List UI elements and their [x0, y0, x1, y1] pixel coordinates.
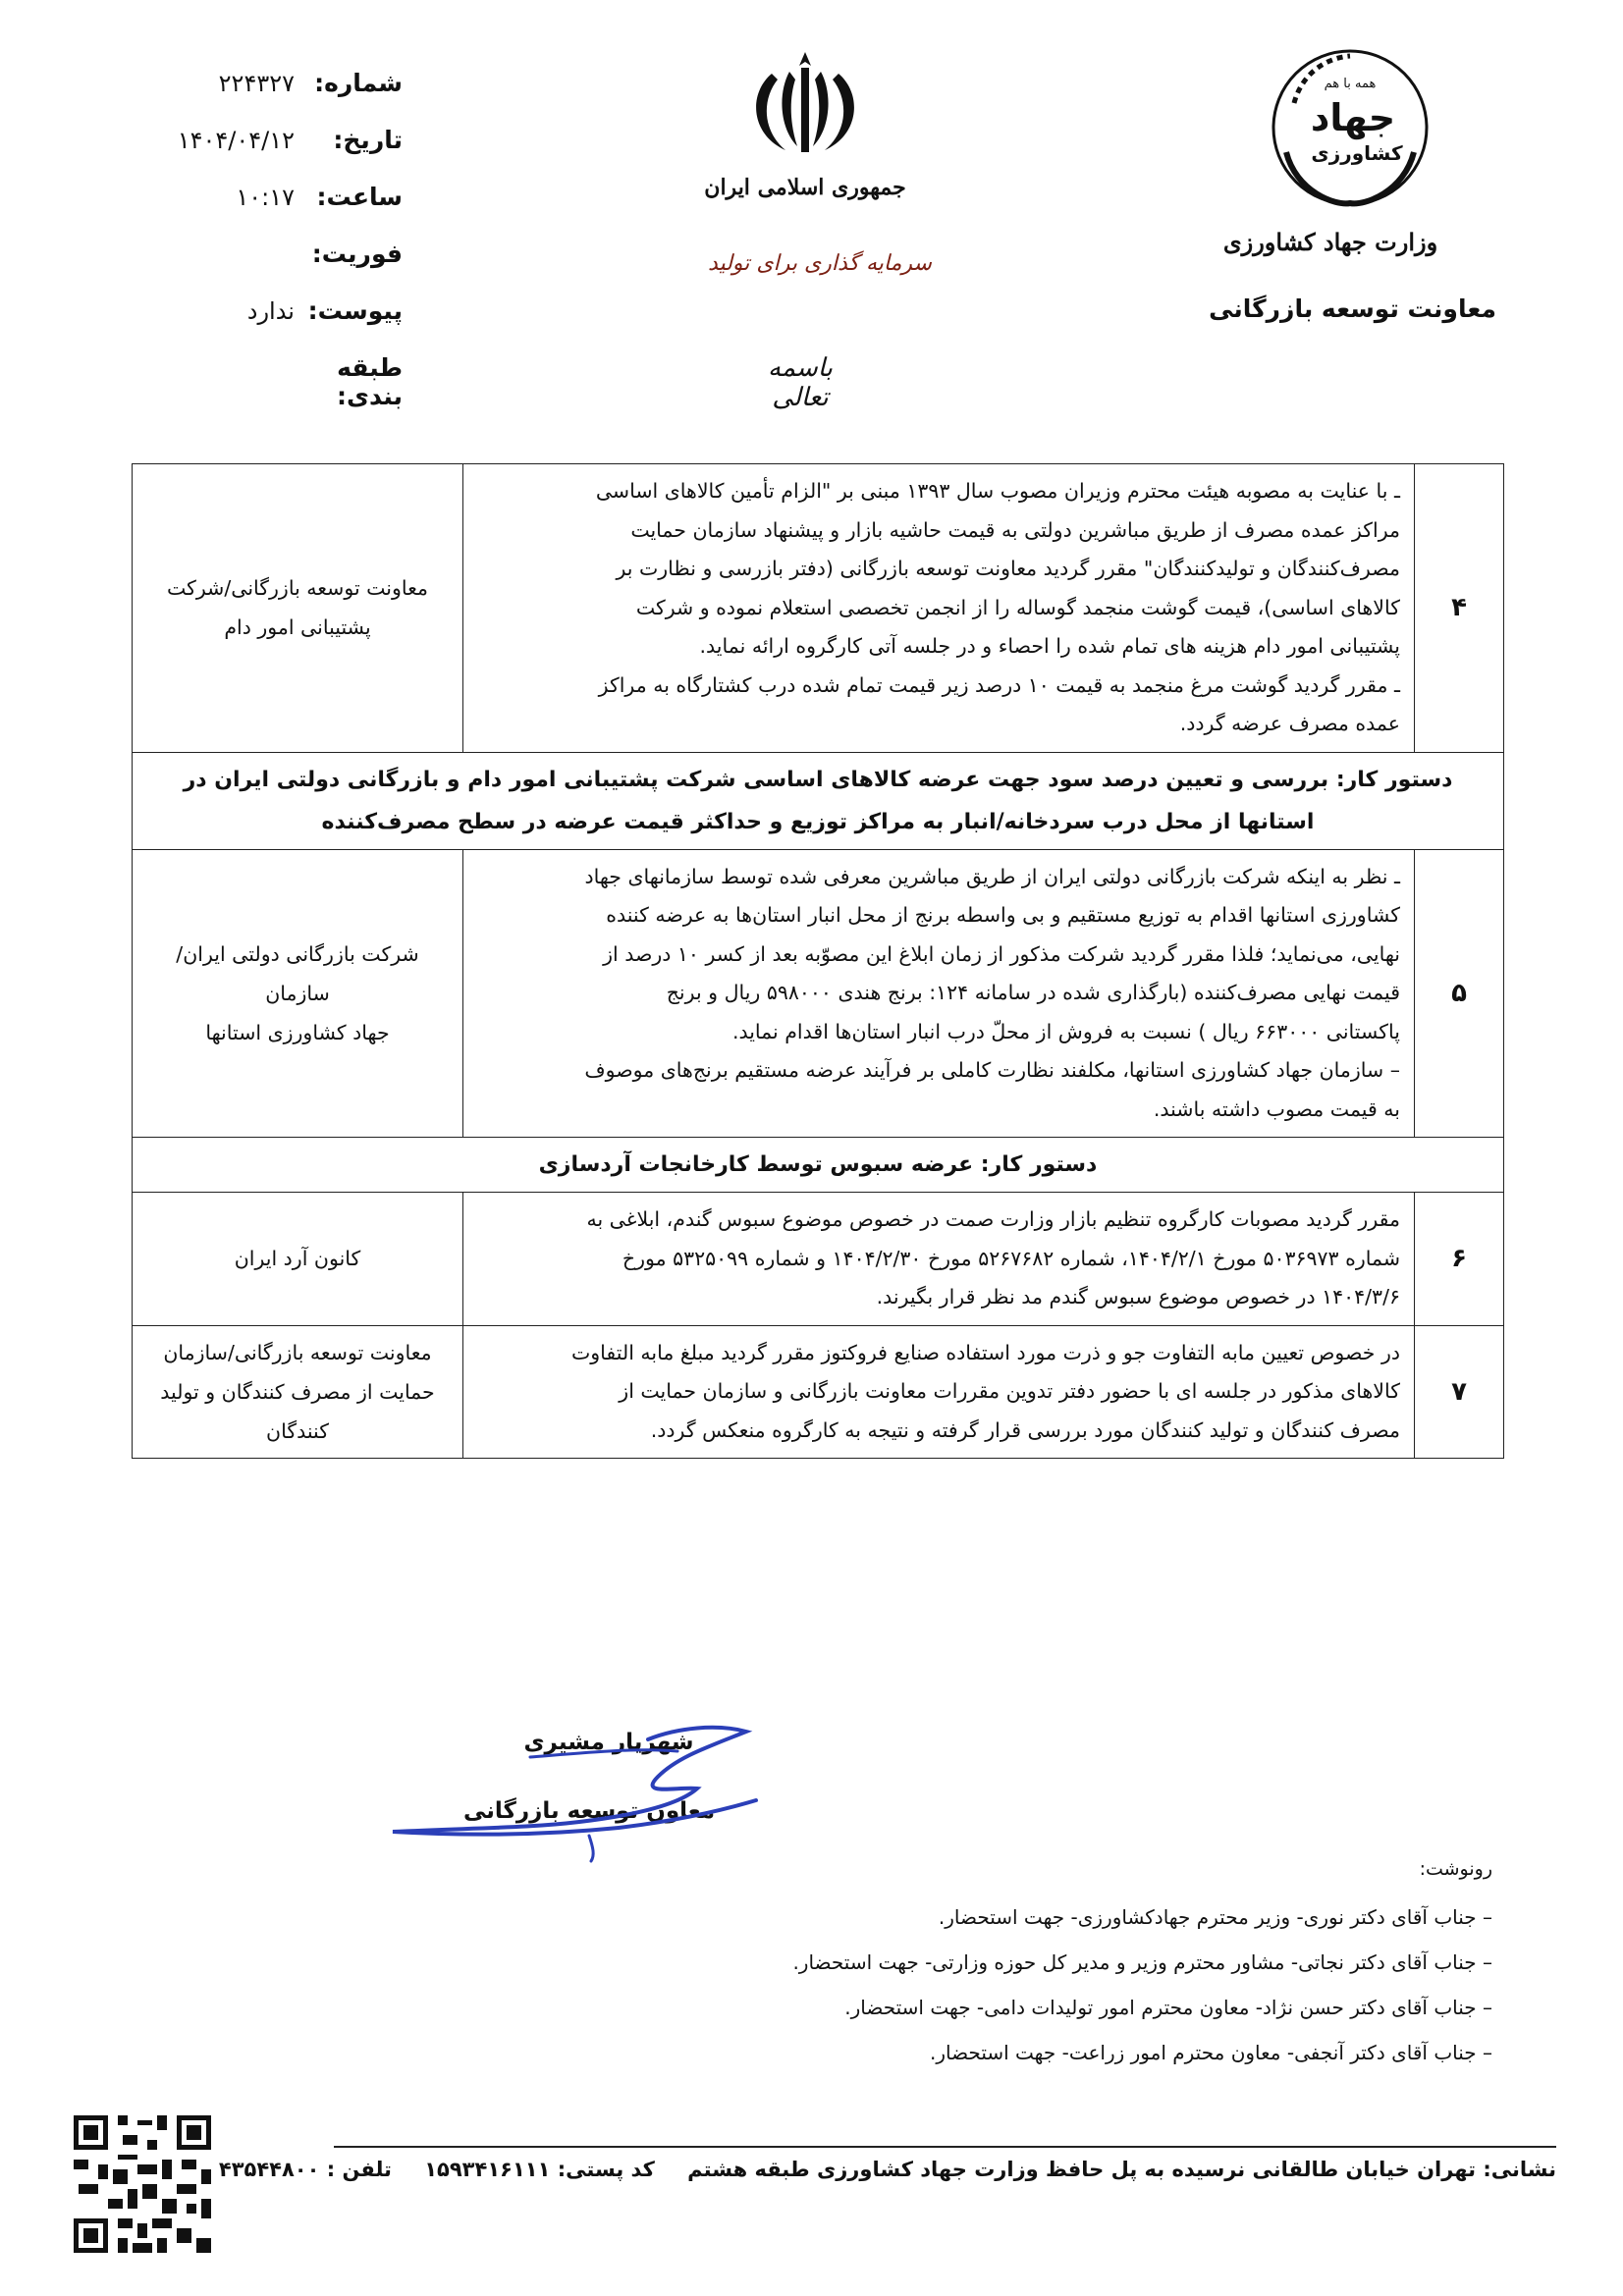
emblem-caption: جمهوری اسلامی ایران [704, 175, 906, 200]
desc-line: کالاهای مذکور در جلسه ای با حضور دفتر تدوین مقررات معاونت بازرگانی و سازمان حمایت از [619, 1379, 1400, 1403]
meta-value: ۱۴۰۴/۰۴/۱۲ [177, 127, 295, 154]
footer-address: نشانی: تهران خیابان طالقانی نرسیده به پل حافظ وزارت جهاد کشاورزی طبقه هشتم [687, 2158, 1556, 2181]
resp-line: حمایت از مصرف کنندگان و تولید [160, 1379, 435, 1404]
row-description [463, 1193, 1415, 1326]
deputy-name: معاونت توسعه بازرگانی [1209, 294, 1496, 323]
resp-line: جهاد کشاورزی استانها [205, 1020, 390, 1044]
footer-contact [218, 2158, 1556, 2181]
logo-top-text: همه با هم [1324, 77, 1377, 91]
row-number: ۵ [1415, 849, 1504, 1138]
meta-value: ۱۰:۱۷ [236, 184, 295, 211]
desc-line: ـ مقرر گردید گوشت مرغ منجمد به قیمت ۱۰ درصد زیر قیمت تمام شده درب کشتارگاه به مراکز [598, 672, 1400, 697]
desc-line: شماره ۵۰۳۶۹۷۳ مورخ ۱۴۰۴/۲/۱، شماره ۵۲۶۷۶۸۲ مورخ ۱۴۰۴/۲/۳۰ و شماره ۵۳۲۵۰۹۹ مورخ [622, 1246, 1400, 1270]
meta-attachment [147, 296, 403, 353]
row-description [463, 464, 1415, 753]
meta-label: شماره: [314, 69, 403, 97]
resp-line: کانون آرد ایران [234, 1247, 361, 1271]
row-number: ۶ [1415, 1193, 1504, 1326]
footer-postal-code: کد پستی: ۱۵۹۳۴۱۶۱۱۱ [424, 2158, 655, 2181]
desc-line: پاکستانی ۶۶۳۰۰۰ ریال ) نسبت به فروش از محلّ درب انبار استان‌ها اقدام نماید. [731, 1019, 1400, 1043]
agenda-title [133, 752, 1504, 849]
desc-line: ـ با عنایت به مصوبه هیئت محترم وزیران مصوب سال ۱۳۹۳ مبنی بر "الزام تأمین کالاهای اساسی [595, 479, 1400, 503]
meta-label: ساعت: [316, 183, 403, 211]
footer-phone: تلفن : ۴۳۵۴۴۸۰۰ [218, 2158, 392, 2181]
agenda-row [133, 752, 1504, 849]
qr-code-icon [69, 2110, 216, 2258]
desc-line: پشتیبانی امور دام هزینه های تمام شده را احصاء و در جلسه آتی کارگروه ارائه نماید. [699, 634, 1400, 658]
desc-line: – سازمان جهاد کشاورزی استانها، مکلفند نظارت کاملی بر فرآیند عرضه مستقیم برنج‌های موصوف [584, 1058, 1400, 1082]
bismillah: باسمه تعالی [768, 353, 833, 412]
table-row [133, 1193, 1504, 1326]
agenda-title [133, 1138, 1504, 1193]
desc-line: ـ نظر به اینکه شرکت بازرگانی دولتی ایران از طریق مباشرین معرفی شده توسط سازمانهای جهاد [584, 864, 1400, 888]
desc-line: مقرر گردید مصوبات کارگروه تنظیم بازار وزارت صمت در خصوص موضوع سبوس گندم، ابلاغی به [586, 1207, 1400, 1231]
desc-line: در خصوص تعیین مابه التفاوت جو و ذرت مورد استفاده صنایع فروکتوز مقرر گردید مبلغ مابه التفاوت [570, 1340, 1400, 1364]
desc-line: کالاهای اساسی)، قیمت گوشت منجمد گوساله را از انجمن تخصصی استعلام نموده و شرکت [635, 595, 1400, 619]
iran-emblem-icon [727, 44, 884, 162]
resolutions-table [132, 463, 1504, 1459]
meta-label: تاریخ: [333, 126, 403, 154]
desc-line: نهایی، می‌نماید؛ فلذا مقرر گردید شرکت مذکور از زمان ابلاغ این مصوّبه بعد از کسر ۱۰ درصد از [603, 941, 1400, 966]
logo-sub-text: کشاورزی [1311, 141, 1403, 165]
signatory-title: معاون توسعه بازرگانی [462, 1798, 716, 1824]
letter-metadata [147, 69, 403, 410]
agenda-row [133, 1138, 1504, 1193]
cc-item: – جناب آقای دکتر نجاتی- مشاور محترم وزیر و مدیر کل حوزه وزارتی- جهت استحضار. [792, 1950, 1492, 1974]
row-responsible [133, 464, 463, 753]
meta-value: ۲۲۴۳۲۷ [218, 70, 295, 97]
meta-value: ندارد [246, 297, 295, 325]
cc-item: – جناب آقای دکتر حسن نژاد- معاون محترم امور تولیدات دامی- جهت استحضار. [844, 1996, 1492, 2019]
desc-line: مراکز عمده مصرف از طریق مباشرین دولتی به قیمت حاشیه بازار و پیشنهاد سازمان حمایت [630, 517, 1400, 542]
meta-number [147, 69, 403, 126]
table-row [133, 464, 1504, 753]
resp-line: شرکت بازرگانی دولتی ایران/سازمان [176, 941, 419, 1005]
cc-item: – جناب آقای دکتر نوری- وزیر محترم جهادکشاورزی- جهت استحضار. [938, 1905, 1492, 1929]
meta-classification [147, 353, 403, 410]
cc-heading: رونوشت: [1419, 1858, 1492, 1880]
meta-label: فوریت: [311, 240, 403, 268]
resp-line: پشتیبانی امور دام [224, 615, 371, 640]
resp-line: معاونت توسعه بازرگانی/شرکت [166, 576, 429, 601]
footer-divider [334, 2146, 1556, 2148]
desc-line: مصرف کنندگان و تولید کنندگان مورد بررسی قرار گرفته و نتیجه به کارگروه منعکس گردد. [650, 1417, 1400, 1442]
signatory-name: شهریار مشیری [523, 1730, 694, 1755]
agenda-line: دستور کار: عرضه سبوس توسط کارخانجات آردسازی [538, 1152, 1098, 1177]
desc-line: عمده مصرف عرضه گردد. [1179, 712, 1400, 735]
desc-line: مصرف‌کنندگان و تولیدکنندگان" مقرر گردید معاونت توسعه بازرگانی (دفتر بازرسی و نظارت بر [616, 557, 1400, 580]
desc-line: به قیمت مصوب داشته باشند. [1153, 1096, 1400, 1121]
row-responsible [133, 849, 463, 1138]
logo-main-text: جهاد [1310, 96, 1396, 139]
meta-urgency [147, 240, 403, 296]
ministry-name: وزارت جهاد کشاورزی [1222, 228, 1438, 256]
desc-line: قیمت نهایی مصرف‌کننده (بارگذاری شده در سامانه ۱۲۴: برنج هندی ۵۹۸۰۰۰ ریال و برنج [666, 981, 1400, 1004]
ministry-logo-icon [1267, 44, 1434, 211]
meta-label: پیوست: [307, 296, 403, 325]
row-responsible [133, 1193, 463, 1326]
cc-item: – جناب آقای دکتر آنجفی- معاون محترم امور زراعت- جهت استحضار. [929, 2041, 1492, 2064]
handwritten-signature-icon [383, 1718, 795, 1865]
agenda-line: استانها از محل درب سردخانه/انبار به مراکز توزیع و حداکثر قیمت عرضه در سطح مصرف‌کننده [321, 809, 1315, 834]
meta-time [147, 183, 403, 240]
row-number: ۴ [1415, 464, 1504, 753]
agenda-line: دستور کار: بررسی و تعیین درصد سود جهت عرضه کالاهای اساسی شرکت پشتیبانی امور دام و بازرگانی دولتی ایران در [183, 767, 1453, 792]
row-description [463, 849, 1415, 1138]
row-number: ۷ [1415, 1325, 1504, 1459]
resp-line: کنندگان [266, 1418, 329, 1443]
cc-list [687, 1895, 1492, 2075]
desc-line: کشاورزی استانها اقدام به توزیع مستقیم و بی واسطه برنج از محل انبار استان‌ها به عرضه کننده [606, 903, 1400, 927]
row-description [463, 1325, 1415, 1459]
slogan: سرمایه گذاری برای تولید [708, 251, 932, 276]
resp-line: معاونت توسعه بازرگانی/سازمان [163, 1340, 432, 1364]
meta-date [147, 126, 403, 183]
desc-line: ۱۴۰۴/۳/۶ در خصوص موضوع سبوس گندم مد نظر قرار بگیرند. [876, 1285, 1400, 1308]
meta-label: طبقه بندی: [337, 353, 403, 410]
table-row [133, 849, 1504, 1138]
row-responsible [133, 1325, 463, 1459]
table-row [133, 1325, 1504, 1459]
